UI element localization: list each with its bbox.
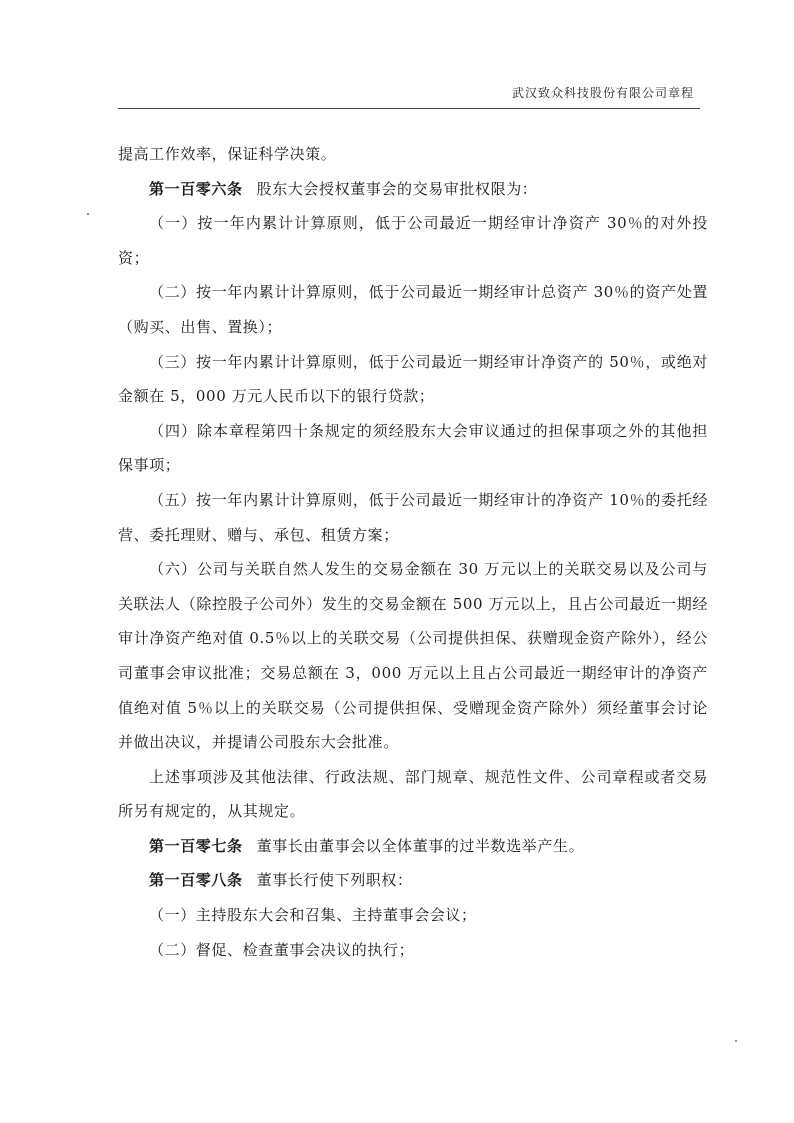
article-title: 第一百零七条 (149, 836, 243, 855)
header-title: 武汉致众科技股份有限公司章程 (511, 86, 694, 100)
paragraph: （一）按一年内累计计算原则，低于公司最近一期经审计净资产 30％的对外投资； (118, 214, 708, 267)
paragraph: （六）公司与关联自然人发生的交易金额在 30 万元以上的关联交易以及公司与关联法人（除控股子公司外）发生的交易金额在 500 万元以上，且占公司最近一期经审计净资产绝对值 0.5％以上的关联交易（公司提供担保、获赠现金资产除外），经公司董事会审议批准；交易总额在 3，000 万元以上且占公司最近一期经审计的净资产值绝对值 5％以上的关联交易（公司提供担保、受赠现金资产除外）须经董事会讨论并做出决议，并提请公司股东大会批准。 (118, 560, 708, 752)
paragraph: （四）除本章程第四十条规定的须经股东大会审议通过的担保事项之外的其他担保事项； (118, 421, 708, 475)
paragraph: （五）按一年内累计计算原则，低于公司最近一期经审计的净资产 10％的委托经营、委托理财、赠与、承包、租赁方案； (118, 490, 708, 544)
paragraph: （二）按一年内累计计算原则，低于公司最近一期经审计总资产 30％的资产处置（购买、出售、置换）； (118, 283, 708, 336)
paragraph: （一）主持股东大会和召集、主持董事会会议； (149, 906, 477, 925)
paragraph: （二）督促、检查董事会决议的执行； (149, 940, 415, 959)
document-body (118, 137, 708, 967)
article-title: 第一百零八条 (149, 871, 243, 890)
paragraph: （三）按一年内累计计算原则，低于公司最近一期经审计净资产的 50％，或绝对金额在 5，000 万元人民币以下的银行贷款； (118, 352, 708, 406)
page-header (118, 78, 700, 109)
article-paragraph: 第一百零八条 董事长行使下列职权： (149, 871, 413, 890)
article-title: 第一百零六条 (149, 179, 243, 198)
scan-speck (735, 1040, 737, 1042)
paragraph: 提高工作效率，保证科学决策。 (118, 145, 337, 163)
article-paragraph: 第一百零六条 股东大会授权董事会的交易审批权限为： (149, 179, 538, 198)
scan-speck (87, 213, 89, 215)
article-paragraph: 第一百零七条 董事长由董事会以全体董事的过半数选举产生。 (149, 836, 585, 855)
paragraph: 上述事项涉及其他法律、行政法规、部门规章、规范性文件、公司章程或者交易所另有规定的，从其规定。 (118, 767, 708, 821)
